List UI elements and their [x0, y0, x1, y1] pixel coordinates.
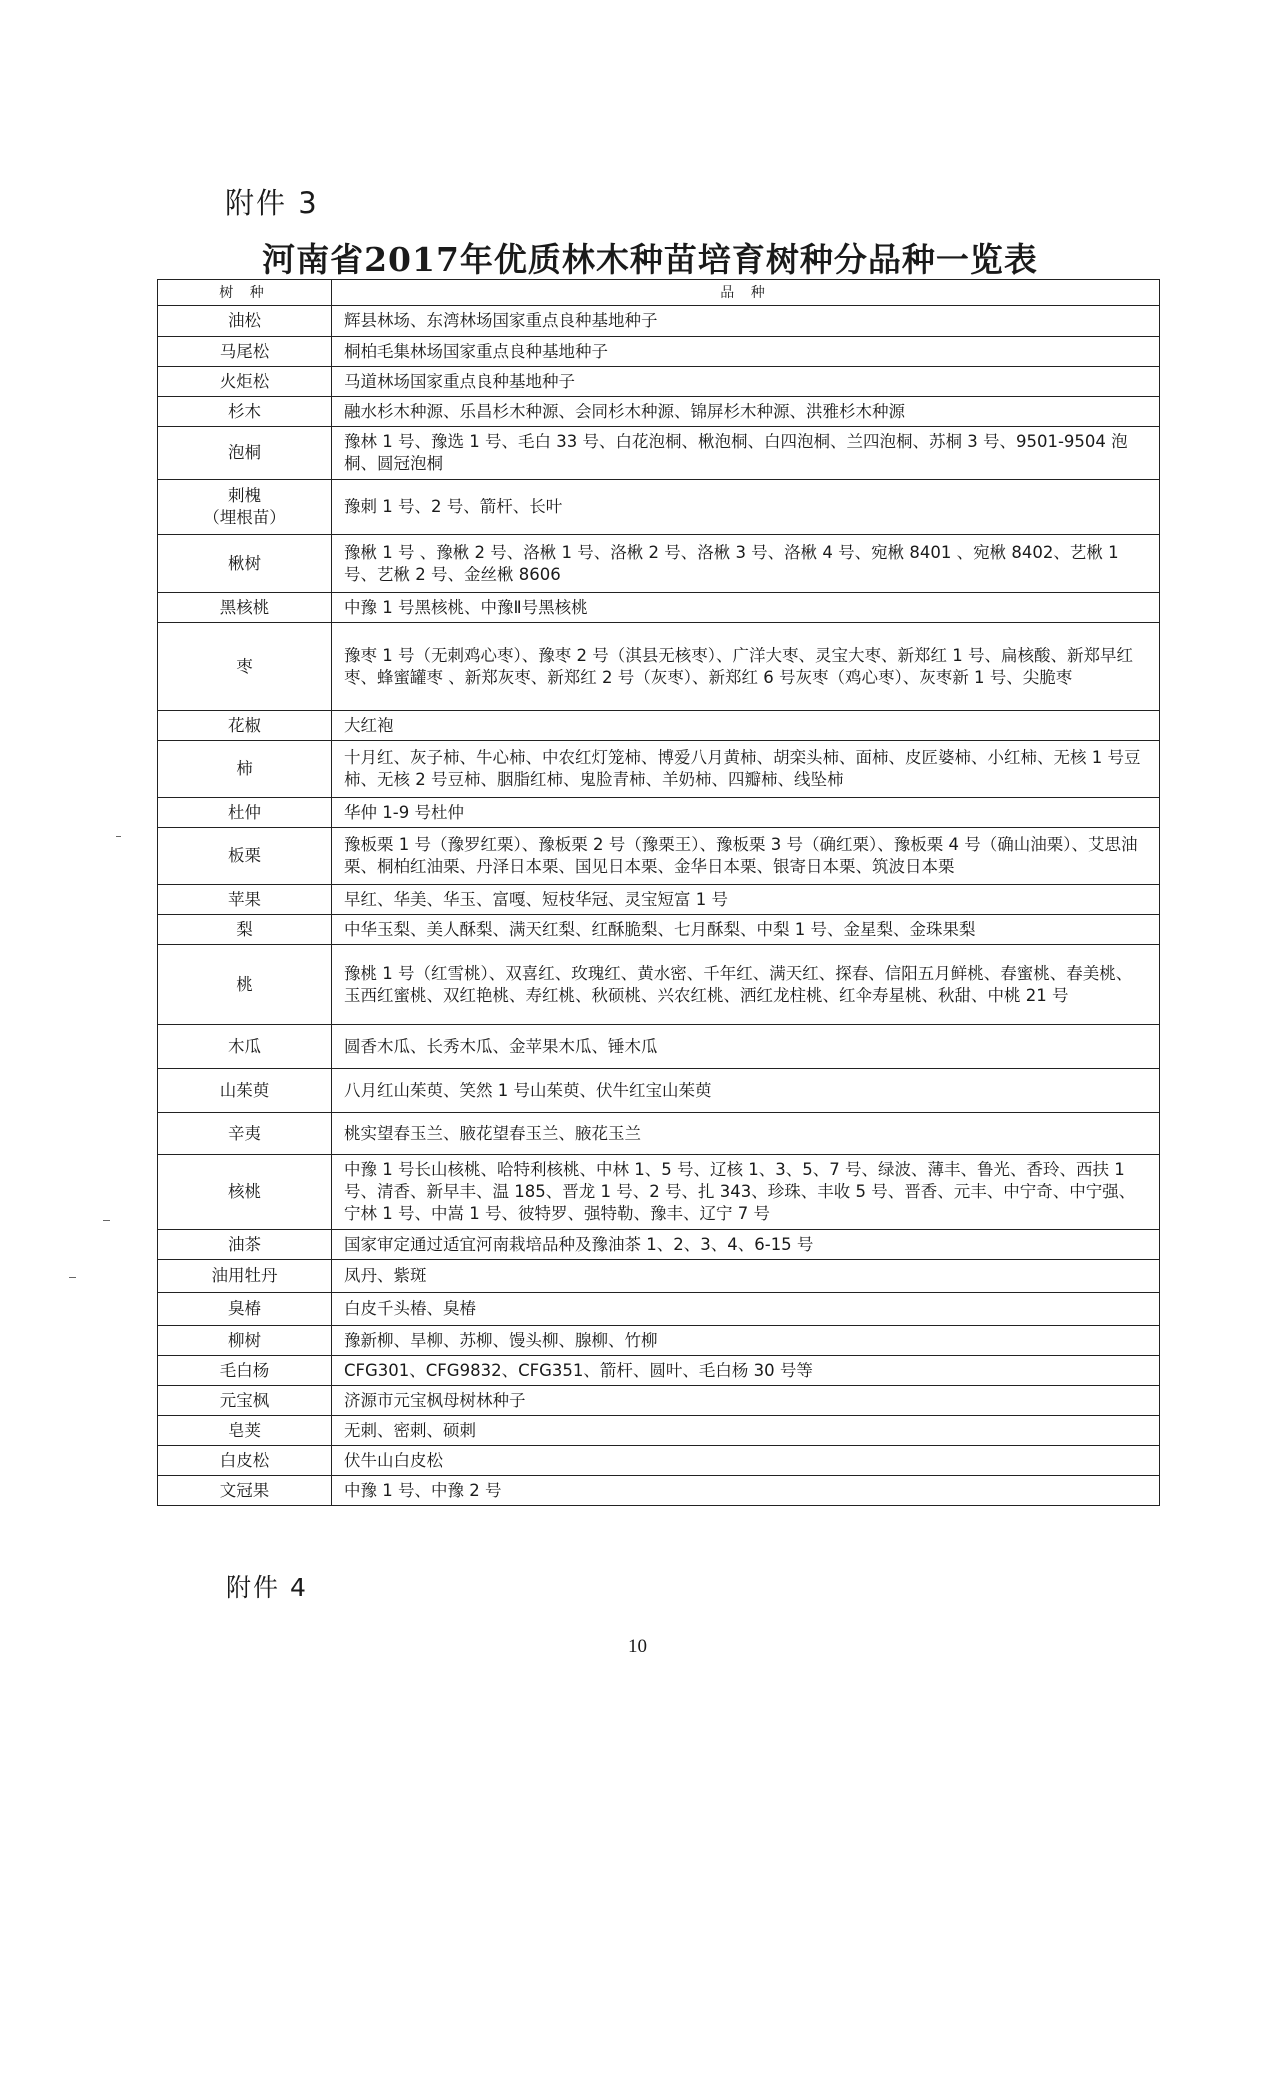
page-number: 10	[628, 1636, 647, 1657]
table-row	[158, 1293, 1160, 1326]
varieties-cell: 济源市元宝枫母树林种子	[332, 1386, 1160, 1416]
species-cell: 枣	[158, 623, 332, 711]
species-cell: 白皮松	[158, 1446, 332, 1476]
species-cell: 元宝枫	[158, 1386, 332, 1416]
species-cell: 杜仲	[158, 798, 332, 828]
species-cell: 桃	[158, 945, 332, 1025]
varieties-cell: 中豫 1 号、中豫 2 号	[332, 1476, 1160, 1506]
table-row	[158, 1446, 1160, 1476]
varieties-cell: 中华玉梨、美人酥梨、满天红梨、红酥脆梨、七月酥梨、中梨 1 号、金星梨、金珠果梨	[332, 915, 1160, 945]
table-row	[158, 1025, 1160, 1069]
table-row	[158, 1326, 1160, 1356]
table-row	[158, 1230, 1160, 1260]
species-cell: 杉木	[158, 397, 332, 427]
scan-mark	[103, 1220, 110, 1221]
table-row	[158, 535, 1160, 593]
species-cell: 泡桐	[158, 427, 332, 480]
table-row	[158, 337, 1160, 367]
table-row	[158, 427, 1160, 480]
species-cell: 楸树	[158, 535, 332, 593]
varieties-cell: 豫枣 1 号（无刺鸡心枣）、豫枣 2 号（淇县无核枣）、广洋大枣、灵宝大枣、新郑红 1 号、扁核酸、新郑早红枣、蜂蜜罐枣 、新郑灰枣、新郑红 2 号（灰枣）、新郑红 6 号灰枣（鸡心枣）、灰枣新 1 号、尖脆枣	[332, 623, 1160, 711]
table-row	[158, 1386, 1160, 1416]
varieties-cell: 豫新柳、旱柳、苏柳、馒头柳、腺柳、竹柳	[332, 1326, 1160, 1356]
attachment-label-bottom: 附件 4	[226, 1573, 308, 1602]
table-header-row	[158, 280, 1160, 306]
varieties-cell: 豫楸 1 号 、豫楸 2 号、洛楸 1 号、洛楸 2 号、洛楸 3 号、洛楸 4 号、宛楸 8401 、宛楸 8402、艺楸 1 号、艺楸 2 号、金丝楸 8606	[332, 535, 1160, 593]
species-cell: 文冠果	[158, 1476, 332, 1506]
varieties-cell: CFG301、CFG9832、CFG351、箭杆、圆叶、毛白杨 30 号等	[332, 1356, 1160, 1386]
varieties-cell: 伏牛山白皮松	[332, 1446, 1160, 1476]
scan-mark	[116, 836, 121, 837]
species-cell: 油用牡丹	[158, 1260, 332, 1293]
species-cell: 山茱萸	[158, 1069, 332, 1113]
species-cell: 臭椿	[158, 1293, 332, 1326]
varieties-cell: 中豫 1 号长山核桃、哈特利核桃、中林 1、5 号、辽核 1、3、5、7 号、绿波、薄丰、鲁光、香玲、西扶 1 号、清香、新早丰、温 185、晋龙 1 号、2 号、扎 343、珍珠、丰收 5 号、晋香、元丰、中宁奇、中宁强、宁林 1 号、中嵩 1 号、彼特罗、强特勒、豫丰、辽宁 7 号	[332, 1155, 1160, 1230]
species-cell: 核桃	[158, 1155, 332, 1230]
table-row	[158, 1069, 1160, 1113]
varieties-cell: 华仲 1-9 号杜仲	[332, 798, 1160, 828]
species-variety-table	[157, 279, 1160, 1506]
table-row	[158, 711, 1160, 741]
varieties-cell: 豫桃 1 号（红雪桃）、双喜红、玫瑰红、黄水密、千年红、满天红、探春、信阳五月鲜桃、春蜜桃、春美桃、玉西红蜜桃、双红艳桃、寿红桃、秋硕桃、兴农红桃、洒红龙柱桃、红伞寿星桃、秋甜、中桃 21 号	[332, 945, 1160, 1025]
document-title: 河南省2017年优质林木种苗培育树种分品种一览表	[262, 240, 1038, 279]
varieties-cell: 国家审定通过适宜河南栽培品种及豫油茶 1、2、3、4、6-15 号	[332, 1230, 1160, 1260]
header-species: 树 种	[158, 280, 332, 306]
varieties-cell: 圆香木瓜、长秀木瓜、金苹果木瓜、锤木瓜	[332, 1025, 1160, 1069]
varieties-cell: 十月红、灰子柿、牛心柿、中农红灯笼柿、博爱八月黄柿、胡栾头柿、面柿、皮匠婆柿、小红柿、无核 1 号豆柿、无核 2 号豆柿、胭脂红柿、鬼脸青柿、羊奶柿、四瓣柿、线坠柿	[332, 741, 1160, 798]
species-cell: 柳树	[158, 1326, 332, 1356]
species-cell: 苹果	[158, 885, 332, 915]
table-row	[158, 623, 1160, 711]
scan-mark	[69, 1277, 76, 1278]
table-row	[158, 1476, 1160, 1506]
species-cell: 辛夷	[158, 1113, 332, 1155]
table-row	[158, 1356, 1160, 1386]
varieties-cell: 白皮千头椿、臭椿	[332, 1293, 1160, 1326]
varieties-cell: 凤丹、紫斑	[332, 1260, 1160, 1293]
table-row	[158, 885, 1160, 915]
species-cell: 花椒	[158, 711, 332, 741]
species-cell: 木瓜	[158, 1025, 332, 1069]
varieties-cell: 豫刺 1 号、2 号、箭杆、长叶	[332, 480, 1160, 535]
table-row	[158, 1113, 1160, 1155]
species-cell: 皂荚	[158, 1416, 332, 1446]
varieties-cell: 八月红山茱萸、笑然 1 号山茱萸、伏牛红宝山茱萸	[332, 1069, 1160, 1113]
table-row	[158, 593, 1160, 623]
species-cell: 黑核桃	[158, 593, 332, 623]
varieties-cell: 中豫 1 号黑核桃、中豫Ⅱ号黑核桃	[332, 593, 1160, 623]
varieties-cell: 马道林场国家重点良种基地种子	[332, 367, 1160, 397]
species-cell: 板栗	[158, 828, 332, 885]
species-cell: 火炬松	[158, 367, 332, 397]
species-cell: 柿	[158, 741, 332, 798]
table-row	[158, 945, 1160, 1025]
species-cell: 毛白杨	[158, 1356, 332, 1386]
species-cell: 油茶	[158, 1230, 332, 1260]
varieties-cell: 无刺、密刺、硕刺	[332, 1416, 1160, 1446]
table-body	[158, 306, 1160, 1506]
varieties-cell: 桐柏毛集林场国家重点良种基地种子	[332, 337, 1160, 367]
table-row	[158, 306, 1160, 337]
table-row	[158, 741, 1160, 798]
varieties-cell: 融水杉木种源、乐昌杉木种源、会同杉木种源、锦屏杉木种源、洪雅杉木种源	[332, 397, 1160, 427]
table-row	[158, 828, 1160, 885]
table-row	[158, 915, 1160, 945]
species-cell: 油松	[158, 306, 332, 337]
species-cell: 刺槐 （埋根苗）	[158, 480, 332, 535]
species-cell: 马尾松	[158, 337, 332, 367]
varieties-cell: 辉县林场、东湾林场国家重点良种基地种子	[332, 306, 1160, 337]
varieties-cell: 早红、华美、华玉、富嘎、短枝华冠、灵宝短富 1 号	[332, 885, 1160, 915]
varieties-cell: 桃实望春玉兰、腋花望春玉兰、腋花玉兰	[332, 1113, 1160, 1155]
varieties-cell: 豫板栗 1 号（豫罗红栗）、豫板栗 2 号（豫栗王）、豫板栗 3 号（确红栗）、豫板栗 4 号（确山油栗）、艾思油栗、桐柏红油栗、丹泽日本栗、国见日本栗、金华日本栗、银寄日本栗、筑波日本栗	[332, 828, 1160, 885]
table-row	[158, 480, 1160, 535]
table-row	[158, 798, 1160, 828]
species-cell: 梨	[158, 915, 332, 945]
varieties-cell: 大红袍	[332, 711, 1160, 741]
varieties-cell: 豫林 1 号、豫选 1 号、毛白 33 号、白花泡桐、楸泡桐、白四泡桐、兰四泡桐、苏桐 3 号、9501-9504 泡桐、圆冠泡桐	[332, 427, 1160, 480]
table-row	[158, 1260, 1160, 1293]
header-varieties: 品 种	[332, 280, 1160, 306]
table-row	[158, 397, 1160, 427]
attachment-label-top: 附件 3	[225, 186, 319, 220]
table-row	[158, 367, 1160, 397]
table-row	[158, 1416, 1160, 1446]
table-row	[158, 1155, 1160, 1230]
